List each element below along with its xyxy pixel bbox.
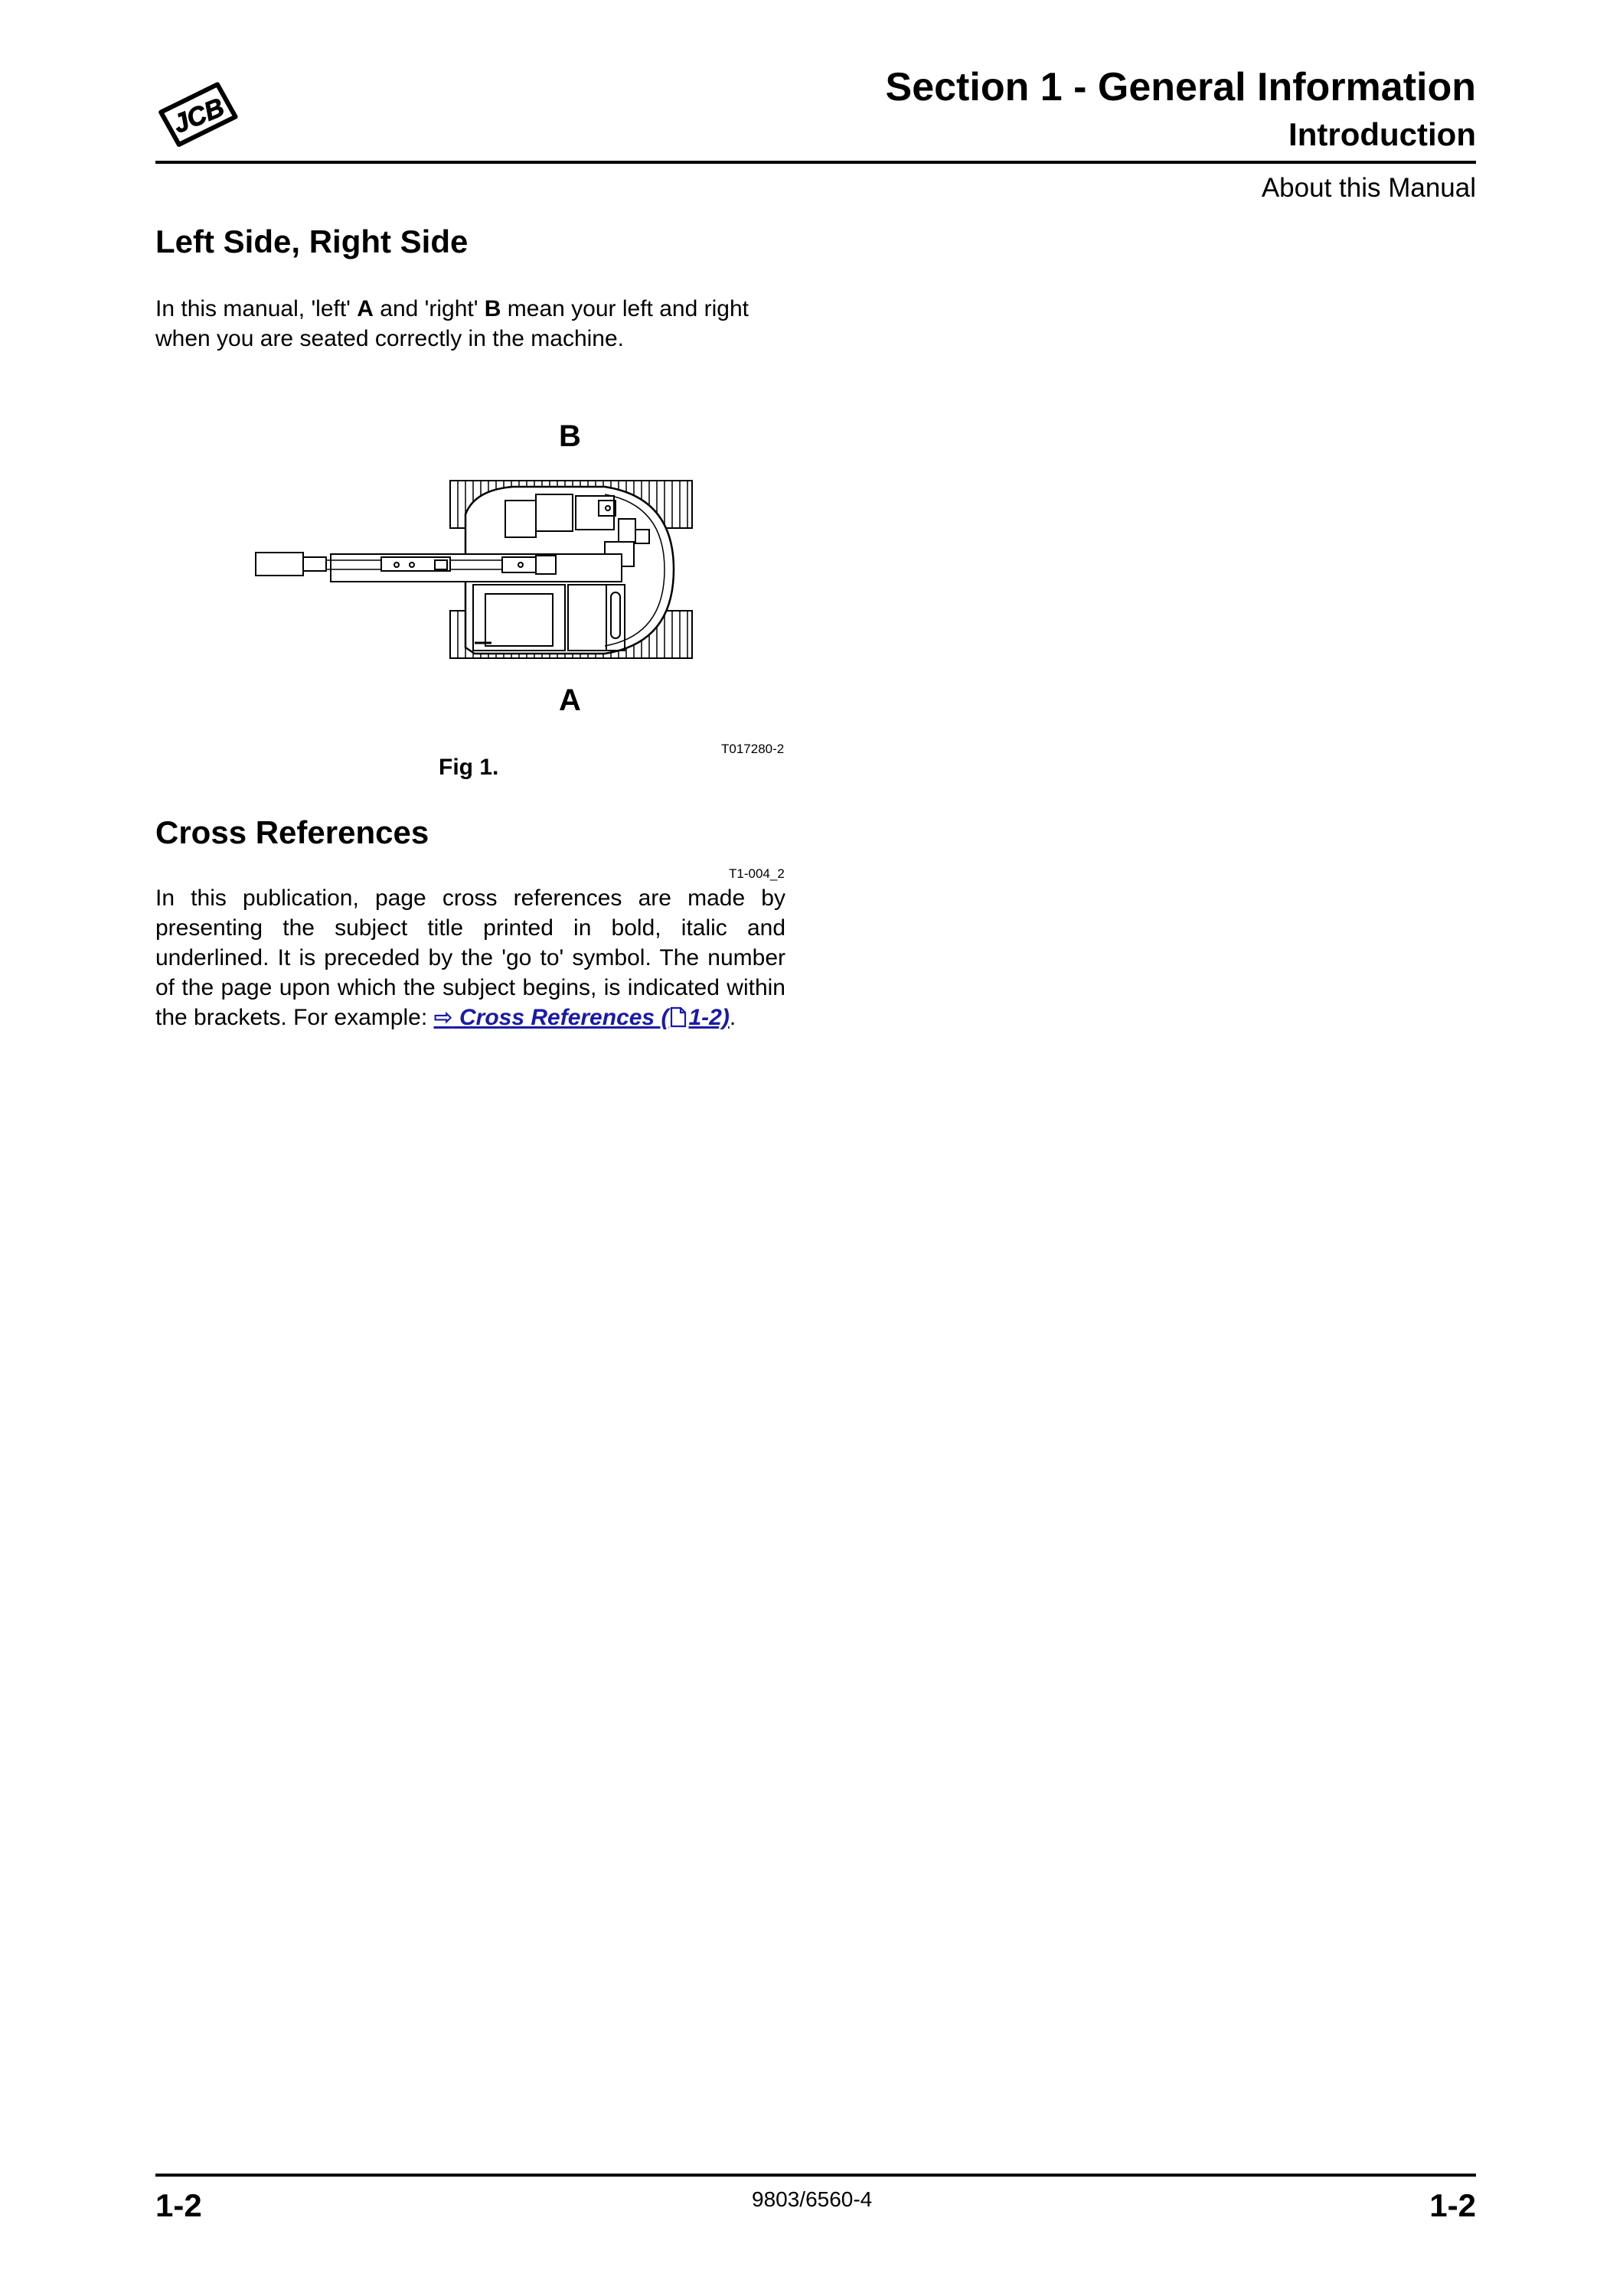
cross-reference-link-page: 1-2): [688, 1005, 730, 1030]
topic-title: About this Manual: [1261, 173, 1476, 203]
figure-caption: Fig 1.: [439, 755, 499, 780]
left-right-text-3: mean your left and right when you are seated correctly in the machine.: [155, 296, 749, 351]
cross-references-text: In this publication, page cross references are made by presenting the subject title printed in bold, italic and underlined. It is preceded by the 'go to' symbol. The number of the page upon which the subject begins, is indicated within the brackets. For example:: [155, 885, 785, 1030]
page-icon: [670, 1006, 687, 1028]
cross-references-heading: Cross References: [155, 814, 429, 850]
subsection-title: Introduction: [1288, 116, 1476, 152]
left-right-text-1: In this manual, 'left': [155, 296, 358, 321]
page-number-left: 1-2: [155, 2187, 202, 2223]
jcb-logo: [153, 70, 245, 155]
document-number: 9803/6560-4: [752, 2187, 873, 2211]
go-to-arrow-icon: ⇨: [433, 1005, 453, 1030]
figure-image-ref: T017280-2: [721, 742, 785, 756]
figure-label-b: B: [559, 419, 581, 453]
left-right-text-2: and 'right': [373, 296, 485, 321]
footer-divider: [155, 2174, 1476, 2177]
cross-references-ref-code: T1-004_2: [729, 866, 785, 881]
section-title: Section 1 - General Information: [885, 65, 1476, 109]
cross-references-trailing: .: [729, 1005, 736, 1030]
logo-lettering: JCB: [168, 93, 229, 139]
cross-references-paragraph: [155, 883, 785, 1032]
excavator-top-view-diagram: [245, 467, 704, 681]
header-divider: [155, 161, 1476, 164]
left-right-heading: Left Side, Right Side: [155, 223, 469, 259]
page-number-right: 1-2: [1429, 2187, 1476, 2223]
cross-reference-link-text: Cross References (: [459, 1005, 669, 1030]
label-b-inline: B: [484, 296, 501, 321]
label-a-inline: A: [357, 296, 374, 321]
left-right-paragraph: [155, 294, 785, 354]
cross-reference-link[interactable]: [434, 1005, 730, 1030]
figure-label-a: A: [559, 683, 581, 717]
